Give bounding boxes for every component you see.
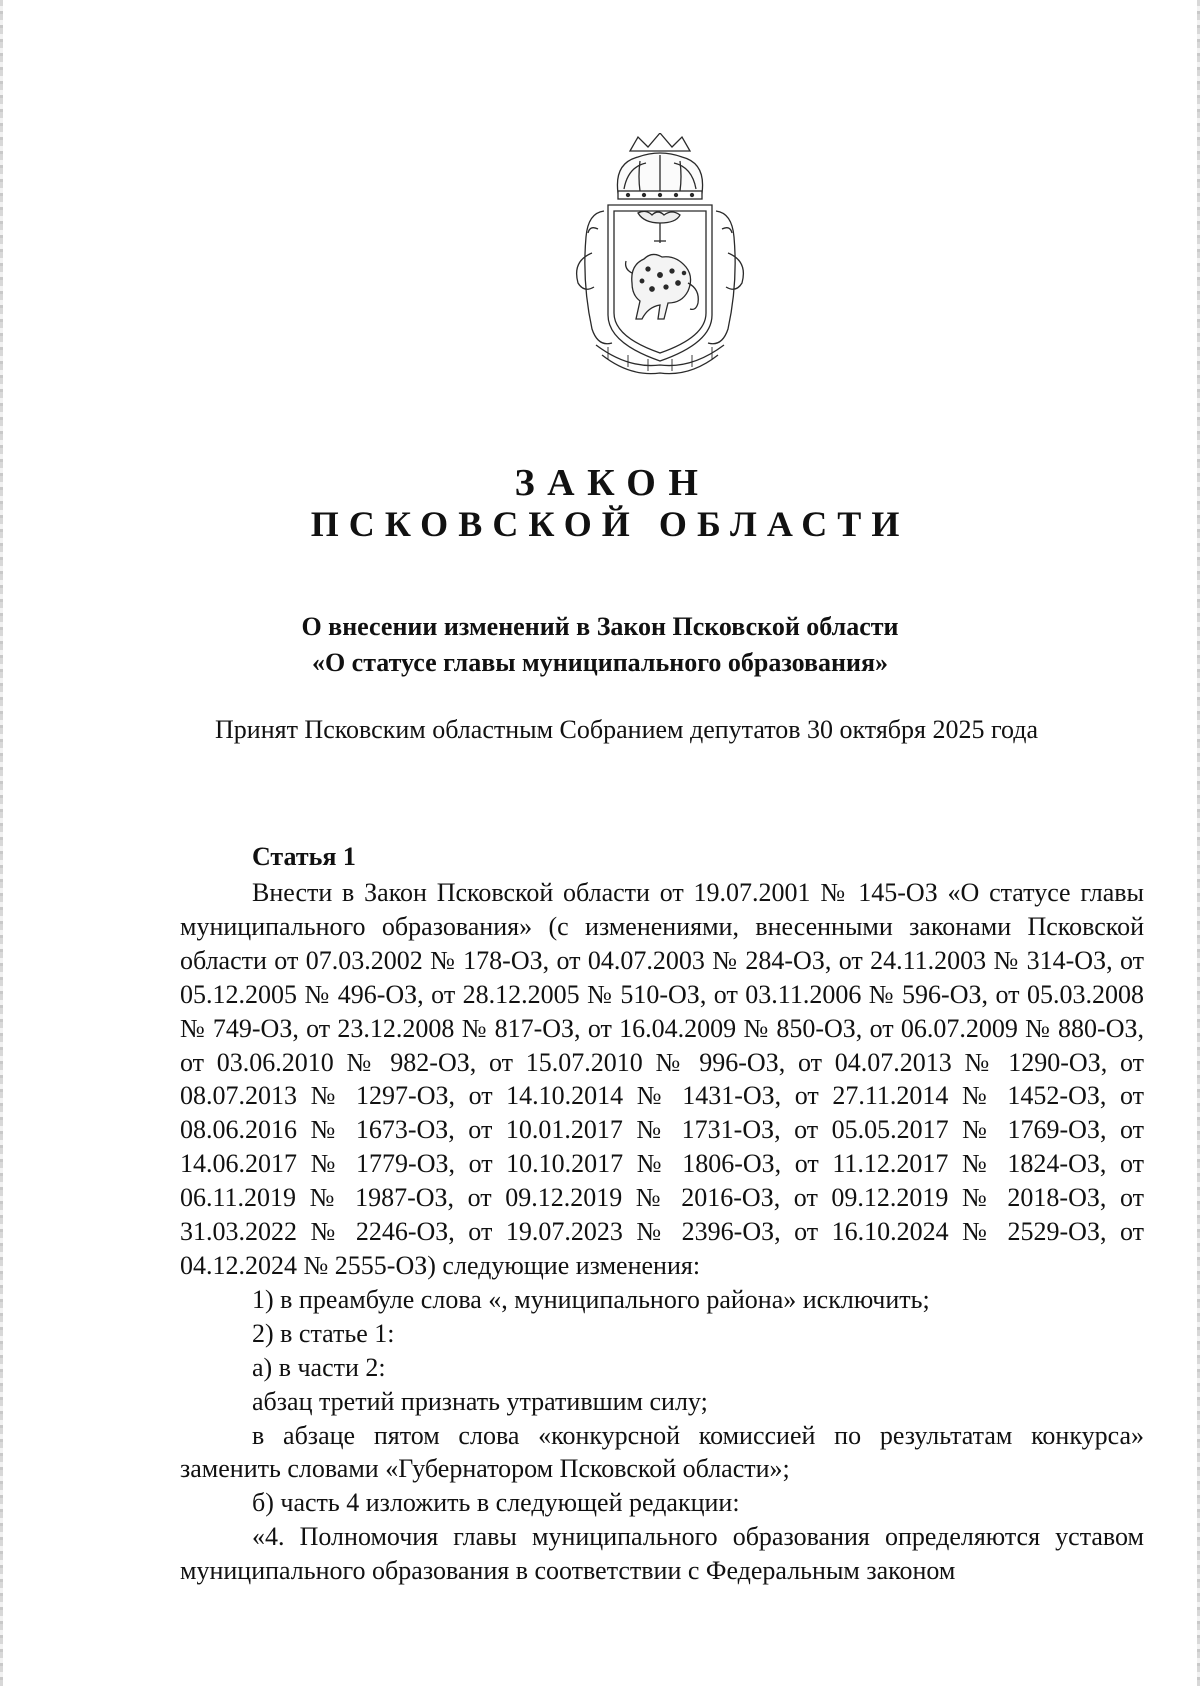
article-paragraph: «4. Полномочия главы муниципального образования определяются уставом муниципального образования в соответствии с Федеральным законом xyxy=(180,1522,1144,1586)
article-heading: Статья 1 xyxy=(252,842,356,871)
document-issuer: ПСКОВСКОЙ ОБЛАСТИ xyxy=(310,504,910,544)
coat-of-arms-icon xyxy=(568,133,752,378)
article-body xyxy=(180,876,1144,1588)
article-paragraph: а) в части 2: xyxy=(252,1352,386,1382)
scan-edge-left xyxy=(0,0,3,1686)
article-paragraph: абзац третий признать утратившим силу; xyxy=(252,1386,708,1416)
article-paragraph: Внести в Закон Псковской области от 19.07.2001 № 145-ОЗ «О статусе главы муниципального образования» (с изменениями, внесенными законами Псковской области от 07.03.2002 № 178-ОЗ, от 04.07.2003 № 284-ОЗ, от 24.11.2003 № 314-ОЗ, от 05.12.2005 № 496-ОЗ, от 28.12.2005 № 510-ОЗ, от 03.11.2006 № 596-ОЗ, от 05.03.2008 № 749-ОЗ, от 23.12.2008 № 817-ОЗ, от 16.04.2009 № 850-ОЗ, от 06.07.2009 № 880-ОЗ, от 03.06.2010 № 982-ОЗ, от 15.07.2010 № 996-ОЗ, от 04.07.2013 № 1290-ОЗ, от 08.07.2013 № 1297-ОЗ, от 14.10.2014 № 1431-ОЗ, от 27.11.2014 № 1452-ОЗ, от 08.06.2016 № 1673-ОЗ, от 10.01.2017 № 1731-ОЗ, от 05.05.2017 № 1769-ОЗ, от 14.06.2017 № 1779-ОЗ, от 10.10.2017 № 1806-ОЗ, от 11.12.2017 № 1824-ОЗ, от 06.11.2019 № 1987-ОЗ, от 09.12.2019 № 2016-ОЗ, от 09.12.2019 № 2018-ОЗ, от 31.03.2022 № 2246-ОЗ, от 19.07.2023 № 2396-ОЗ, от 16.10.2024 № 2529-ОЗ, от 04.12.2024 № 2555-ОЗ) следующие изменения: xyxy=(180,878,1144,1280)
article-paragraph: б) часть 4 изложить в следующей редакции: xyxy=(252,1488,740,1518)
document-subtitle xyxy=(0,609,1200,681)
article-paragraph: в абзаце пятом слова «конкурсной комиссией по результатам конкурса» заменить словами «Губернатором Псковской области»; xyxy=(180,1420,1144,1484)
subtitle-line-2: «О статусе главы муниципального образования» xyxy=(311,648,889,677)
article-paragraph: 1) в преамбуле слова «, муниципального района» исключить; xyxy=(252,1284,930,1314)
document-title: ЗАКОН xyxy=(514,462,711,504)
article-paragraph: 2) в статье 1: xyxy=(252,1318,395,1348)
adoption-statement: Принят Псковским областным Собранием депутатов 30 октября 2025 года xyxy=(215,715,1038,744)
subtitle-line-1: О внесении изменений в Закон Псковской области xyxy=(301,612,899,641)
